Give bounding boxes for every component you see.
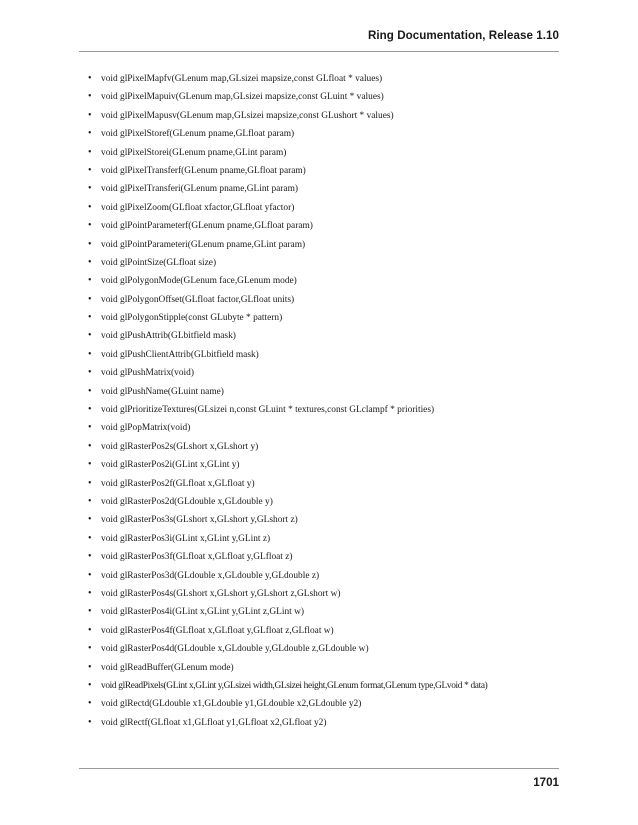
page-header-title: Ring Documentation, Release 1.10: [367, 29, 559, 42]
function-signature: void glPixelTransferf(GLenum pname,GLfloat param): [101, 165, 306, 176]
list-item: [79, 622, 569, 640]
function-signature: void glPrioritizeTextures(GLsizei n,const GLuint * textures,const GLclampf * priorities): [101, 405, 435, 416]
list-item: [79, 364, 569, 382]
bullet-icon: •: [88, 183, 92, 195]
bullet-icon: •: [88, 146, 92, 158]
list-item: [79, 383, 569, 401]
list-item: [79, 659, 569, 677]
list-item: [79, 291, 569, 309]
function-signature: void glPushMatrix(void): [101, 368, 194, 379]
bullet-icon: •: [88, 440, 92, 452]
function-signature: void glRasterPos4i(GLint x,GLint y,GLint z,GLint w): [101, 607, 305, 618]
bullet-icon: •: [88, 551, 92, 563]
function-signature: void glPolygonStipple(const GLubyte * pattern): [101, 313, 283, 324]
list-item: [79, 475, 569, 493]
bullet-icon: •: [88, 514, 92, 526]
bullet-icon: •: [88, 404, 92, 416]
bullet-icon: •: [88, 312, 92, 324]
bullet-icon: •: [88, 109, 92, 121]
list-item: [79, 567, 569, 585]
bullet-icon: •: [88, 698, 92, 710]
bullet-icon: •: [88, 459, 92, 471]
list-item: [79, 346, 569, 364]
list-item: [79, 419, 569, 437]
function-signature: void glPopMatrix(void): [101, 423, 191, 434]
bullet-icon: •: [88, 275, 92, 287]
bullet-icon: •: [88, 293, 92, 305]
function-signature: void glRasterPos3i(GLint x,GLint y,GLint z): [101, 533, 271, 544]
bullet-icon: •: [88, 661, 92, 673]
function-signature: void glPixelMapuiv(GLenum map,GLsizei mapsize,const GLuint * values): [101, 92, 384, 103]
function-signature: void glPolygonMode(GLenum face,GLenum mode): [101, 276, 297, 287]
bullet-icon: •: [88, 643, 92, 655]
page-number: 1701: [533, 776, 559, 789]
function-signature: void glPixelMapusv(GLenum map,GLsizei mapsize,const GLushort * values): [101, 110, 394, 121]
function-signature: void glRasterPos4f(GLfloat x,GLfloat y,GLfloat z,GLfloat w): [101, 625, 334, 636]
list-item: [79, 70, 569, 88]
list-item: [79, 401, 569, 419]
bullet-icon: •: [88, 330, 92, 342]
bullet-icon: •: [88, 348, 92, 360]
bullet-icon: •: [88, 73, 92, 84]
function-signature: void glPushName(GLuint name): [101, 386, 224, 397]
function-signature: void glRasterPos4s(GLshort x,GLshort y,GLshort z,GLshort w): [101, 588, 341, 599]
bullet-icon: •: [88, 128, 92, 140]
bullet-icon: •: [88, 238, 92, 250]
function-signature: void glRasterPos2i(GLint x,GLint y): [101, 460, 240, 471]
function-signature: void glPointParameterf(GLenum pname,GLfloat param): [101, 221, 313, 232]
function-signature: void glReadPixels(GLint x,GLint y,GLsizei width,GLsizei height,GLenum format,GLenum type,GLvoid * data): [101, 680, 488, 691]
bullet-icon: •: [88, 716, 92, 728]
list-item: [79, 272, 569, 290]
bullet-icon: •: [88, 477, 92, 489]
list-item: [79, 640, 569, 658]
list-item: [79, 199, 569, 217]
list-item: [79, 548, 569, 566]
bullet-icon: •: [88, 256, 92, 268]
function-signature: void glRasterPos4d(GLdouble x,GLdouble y,GLdouble z,GLdouble w): [101, 644, 369, 655]
function-signature: void glRectd(GLdouble x1,GLdouble y1,GLdouble x2,GLdouble y2): [101, 699, 362, 710]
bullet-icon: •: [88, 495, 92, 507]
function-signature: void glPointSize(GLfloat size): [101, 257, 217, 268]
function-signature: void glRasterPos3f(GLfloat x,GLfloat y,GLfloat z): [101, 552, 293, 563]
list-item: [79, 309, 569, 327]
bullet-icon: •: [88, 587, 92, 599]
list-item: [79, 493, 569, 511]
list-item: [79, 162, 569, 180]
function-signature: void glPixelMapfv(GLenum map,GLsizei mapsize,const GLfloat * values): [101, 74, 383, 84]
list-item: [79, 236, 569, 254]
function-signature: void glRasterPos3d(GLdouble x,GLdouble y,GLdouble z): [101, 570, 320, 581]
bullet-icon: •: [88, 367, 92, 379]
function-signature: void glPixelTransferi(GLenum pname,GLint param): [101, 184, 299, 195]
function-signature: void glReadBuffer(GLenum mode): [101, 662, 234, 673]
bullet-icon: •: [88, 679, 92, 691]
list-item: [79, 585, 569, 603]
bullet-icon: •: [88, 91, 92, 103]
list-item: [79, 603, 569, 621]
bullet-icon: •: [88, 624, 92, 636]
list-item: [79, 511, 569, 529]
list-item: [79, 456, 569, 474]
function-list: [79, 70, 569, 732]
bullet-icon: •: [88, 532, 92, 544]
list-item: [79, 217, 569, 235]
function-signature: void glPushAttrib(GLbitfield mask): [101, 331, 236, 342]
list-item: [79, 107, 569, 125]
function-signature: void glPointParameteri(GLenum pname,GLint param): [101, 239, 306, 250]
bullet-icon: •: [88, 422, 92, 434]
list-item: [79, 714, 569, 732]
list-item: [79, 144, 569, 162]
bullet-icon: •: [88, 201, 92, 213]
function-signature: void glRasterPos3s(GLshort x,GLshort y,GLshort z): [101, 515, 298, 526]
function-signature: void glPushClientAttrib(GLbitfield mask): [101, 349, 259, 360]
bullet-icon: •: [88, 220, 92, 232]
function-signature: void glRectf(GLfloat x1,GLfloat y1,GLfloat x2,GLfloat y2): [101, 717, 327, 728]
bullet-icon: •: [88, 569, 92, 581]
function-signature: void glRasterPos2s(GLshort x,GLshort y): [101, 441, 259, 452]
list-item: [79, 254, 569, 272]
bullet-icon: •: [88, 606, 92, 618]
function-signature: void glPixelStoref(GLenum pname,GLfloat param): [101, 129, 295, 140]
list-item: [79, 180, 569, 198]
function-signature: void glRasterPos2d(GLdouble x,GLdouble y): [101, 496, 273, 507]
list-item: [79, 677, 569, 695]
list-item: [79, 88, 569, 106]
list-item: [79, 327, 569, 345]
footer-divider: [79, 768, 559, 769]
function-signature: void glPixelStorei(GLenum pname,GLint param): [101, 147, 287, 158]
bullet-icon: •: [88, 164, 92, 176]
function-signature: void glPolygonOffset(GLfloat factor,GLfloat units): [101, 294, 295, 305]
function-signature: void glRasterPos2f(GLfloat x,GLfloat y): [101, 478, 255, 489]
function-signature: void glPixelZoom(GLfloat xfactor,GLfloat yfactor): [101, 202, 295, 213]
list-item: [79, 530, 569, 548]
list-item: [79, 695, 569, 713]
list-item: [79, 438, 569, 456]
bullet-icon: •: [88, 385, 92, 397]
list-item: [79, 125, 569, 143]
header-divider: [79, 51, 559, 52]
